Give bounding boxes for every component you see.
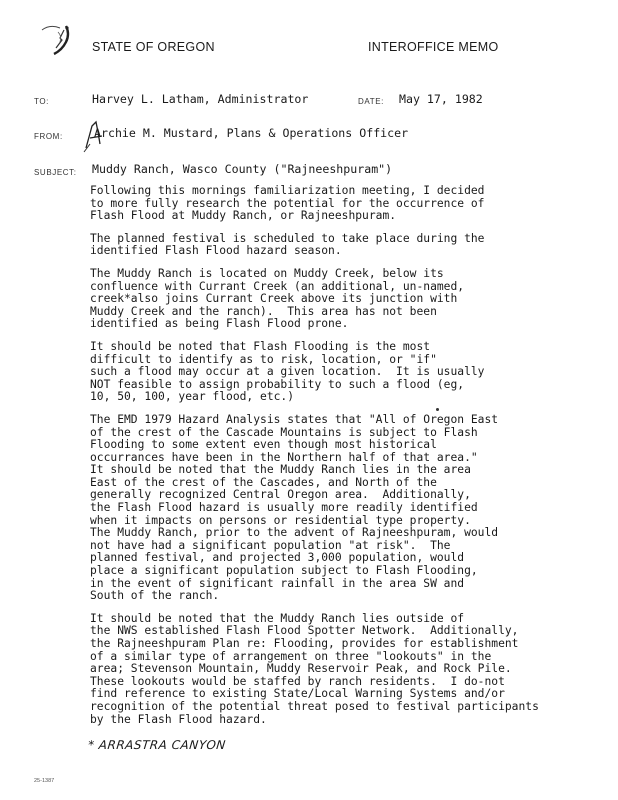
oregon-seal-icon [36,20,76,62]
date-label: DATE: [358,97,384,106]
form-number: 25-1387 [34,778,55,784]
from-value: Archie M. Mustard, Plans & Operations Officer [94,126,409,140]
subject-value: Muddy Ranch, Wasco County ("Rajneeshpuram") [92,162,393,176]
date-value: May 17, 1982 [399,92,483,106]
agency-header: STATE OF OREGON [92,40,215,54]
subject-label: SUBJECT: [34,168,77,177]
doc-type-header: INTEROFFICE MEMO [368,40,499,54]
body-paragraph-1: Following this mornings familiarization meeting, I decided to more fully research the potential for the occurrence of Flash Flood at Muddy Ranch, or Rajneeshpuram. [90,184,485,223]
body-paragraph-2: The planned festival is scheduled to take place during the identified Flash Flood hazard season. [90,231,485,258]
to-label: TO: [34,97,49,106]
stray-mark [436,408,439,411]
handwritten-footnote: * ARRASTRA CANYON [87,738,227,752]
body-paragraph-4: It should be noted that Flash Flooding is the most difficult to identify as to risk, location, or "if" such a flood may occur at a given location. It is usually NOT feasible to assign probability to such a flood (eg, 10, 50, 100, year flood, etc.) [90,339,485,404]
from-label: FROM: [34,132,63,141]
body-paragraph-3: The Muddy Ranch is located on Muddy Creek, below its confluence with Currant Creek (an additional, un-named, creek*also joins Currant Creek above its junction with Muddy Creek and the ranch). This area has not been identified as being Flash Flood prone. [90,266,465,331]
memo-body [90,185,610,736]
body-paragraph-5: The EMD 1979 Hazard Analysis states that "All of Oregon East of the crest of the Cascade Mountains is subject to Flash Flooding to some extent even though most historical occurrances have been in the Northern half of that area." It should be noted that the Muddy Ranch lies in the area East of the crest of the Cascades, and North of the generally recognized Central Oregon area. Additionally, the Flash Flood hazard is usually more readily identified when it impacts on persons or residential type property. The Muddy Ranch, prior to the advent of Rajneeshpuram, would not have had a significant population "at risk". The planned festival, and projected 3,000 population, would place a significant population subject to Flash Flooding, in the event of significant rainfall in the area SW and South of the ranch. [90,412,499,603]
to-value: Harvey L. Latham, Administrator [92,92,309,106]
body-paragraph-6: It should be noted that the Muddy Ranch lies outside of the NWS established Flash Flood Spotter Network. Additionally, the Rajneeshpuram Plan re: Flooding, provides for establishment of a similar type of arrangement on three "lookouts" in the area; Stevenson Mountain, Muddy Reservoir Peak, and Rock Pile. These lookouts would be staffed by ranch residents. I do-not find reference to existing State/Local Warning Systems and/or recognition of the potential threat posed to festival participants by the Flash Flood hazard. [90,611,539,726]
